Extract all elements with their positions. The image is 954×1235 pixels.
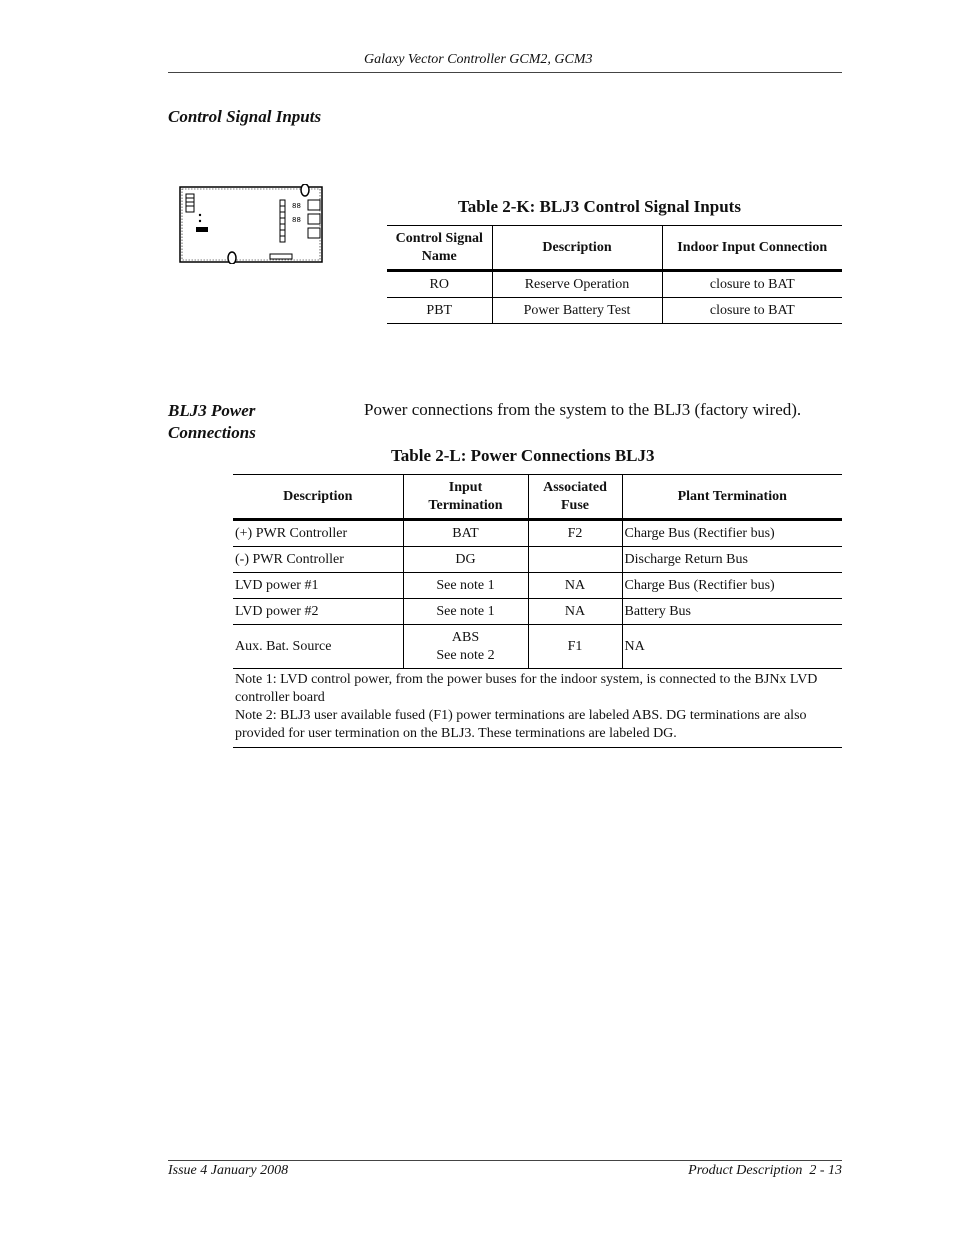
table-cell: Power Battery Test — [492, 298, 662, 324]
table-cell: F2 — [528, 520, 622, 547]
table-l-header-plant: Plant Termination — [622, 475, 842, 520]
table-row — [233, 547, 842, 573]
header-line: Termination — [428, 497, 503, 513]
header-line: Control Signal — [395, 230, 483, 246]
table-cell: Aux. Bat. Source — [233, 625, 403, 669]
table-l-header-input — [403, 475, 528, 520]
table-cell: See note 1 — [403, 599, 528, 625]
table-cell: Discharge Return Bus — [622, 547, 842, 573]
svg-text:88: 88 — [292, 216, 301, 224]
table-notes — [233, 669, 842, 748]
note-1: Note 1: LVD control power, from the power buses for the indoor system, is connected to the BJNx LVD controller board — [235, 672, 818, 705]
table-row — [387, 298, 842, 324]
table-k-header-description: Description — [492, 226, 662, 271]
svg-text:88: 88 — [292, 202, 301, 210]
table-cell: Charge Bus (Rectifier bus) — [622, 573, 842, 599]
table-notes-row — [233, 669, 842, 748]
table-k-header-indoor: Indoor Input Connection — [662, 226, 842, 271]
table-cell: closure to BAT — [662, 271, 842, 298]
table-cell: BAT — [403, 520, 528, 547]
table-cell: DG — [403, 547, 528, 573]
table-l-header-fuse — [528, 475, 622, 520]
running-title: Galaxy Vector Controller GCM2, GCM3 — [364, 52, 593, 67]
table-l — [233, 474, 842, 748]
table-cell: NA — [528, 599, 622, 625]
table-k — [387, 225, 842, 324]
table-cell: Reserve Operation — [492, 271, 662, 298]
table-cell: NA — [528, 573, 622, 599]
title-line: BLJ3 Power — [168, 401, 256, 420]
section-title-blj3-power — [168, 400, 256, 444]
cell-line: ABS — [451, 629, 480, 645]
note-2: Note 2: BLJ3 user available fused (F1) power terminations are labeled ABS. DG terminations are also provided for user termination on the BLJ3. These terminations are labeled DG. — [235, 708, 807, 741]
table-cell: (-) PWR Controller — [233, 547, 403, 573]
table-k-caption: Table 2-K: BLJ3 Control Signal Inputs — [458, 197, 741, 216]
table-k-header-row — [387, 226, 842, 271]
cell-line: See note 2 — [436, 647, 495, 663]
table-l-header-description: Description — [233, 475, 403, 520]
table-cell: (+) PWR Controller — [233, 520, 403, 547]
section-title-control-signal-inputs: Control Signal Inputs — [168, 107, 322, 126]
table-cell — [403, 625, 528, 669]
title-line: Connections — [168, 423, 256, 442]
table-row — [233, 599, 842, 625]
table-cell: Charge Bus (Rectifier bus) — [622, 520, 842, 547]
table-cell: RO — [387, 271, 492, 298]
header-line: Fuse — [561, 497, 589, 513]
blj3-board-illustration — [178, 184, 324, 264]
table-row — [233, 573, 842, 599]
table-cell — [528, 547, 622, 573]
table-l-header-row — [233, 475, 842, 520]
footer-page: Product Description 2 - 13 — [688, 1163, 842, 1178]
table-cell: PBT — [387, 298, 492, 324]
page-footer — [168, 1160, 842, 1178]
table-row — [387, 271, 842, 298]
table-row — [233, 625, 842, 669]
header-line: Associated — [543, 479, 607, 495]
table-row — [233, 520, 842, 547]
header-line: Input — [448, 479, 483, 495]
table-cell: NA — [622, 625, 842, 669]
table-k-header-signal — [387, 226, 492, 271]
table-cell: closure to BAT — [662, 298, 842, 324]
table-cell: LVD power #1 — [233, 573, 403, 599]
table-cell: Battery Bus — [622, 599, 842, 625]
table-cell: LVD power #2 — [233, 599, 403, 625]
table-l-caption: Table 2-L: Power Connections BLJ3 — [391, 446, 655, 465]
header-line: Name — [421, 248, 457, 264]
table-cell: F1 — [528, 625, 622, 669]
footer-issue: Issue 4 January 2008 — [168, 1163, 289, 1178]
running-header — [168, 52, 842, 73]
body-paragraph: Power connections from the system to the BLJ3 (factory wired). — [364, 400, 802, 419]
table-cell: See note 1 — [403, 573, 528, 599]
